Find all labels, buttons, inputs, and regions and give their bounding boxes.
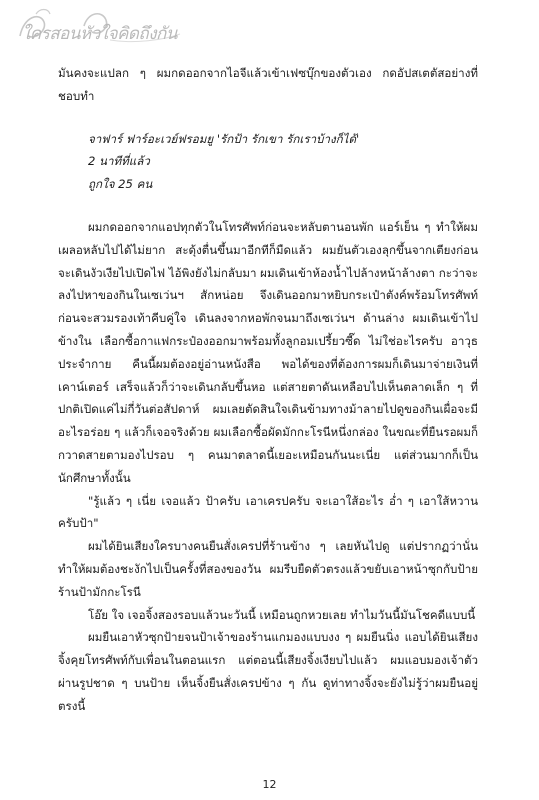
- logo-text: ใครสอนหัวใจคิดถึงกัน: [22, 24, 177, 44]
- page-number: 12: [262, 778, 277, 791]
- paragraph: "รู้แล้ว ๆ เนี่ย เจอแล้ว ป้าครับ เอาเครปครับ จะเอาใส้อะไร อ่ำ ๆ เอาใส้หวานครับป้า": [58, 493, 478, 531]
- paragraph: โอ๊ย ใจ เจอจิ้งสองรอบแล้วนะวันนี้ เหมือนถูกหวยเลย ทำไมวันนี้มันโชคดีแบบนี้: [88, 607, 476, 622]
- book-logo: [14, 6, 184, 50]
- spacer: [58, 196, 478, 216]
- paragraph: ผมได้ยินเสียงใครบางคนยืนสั่งเครปที่ร้านข้าง ๆ เลยหันไปดู แต่ปรากฏว่านั่นทำให้ผมต้องชะงักไปเป็นครั้งที่สองของวัน ผมรีบยืดตัวตรงแล้วขยับเอาหน้าซุกกับป้ายร้านป้ามักกะโรนี: [58, 539, 478, 599]
- status-post-time: 2 นาทีที่แล้ว: [88, 154, 150, 169]
- paragraph: ผมกดออกจากแอปทุกตัวในโทรศัพท์ก่อนจะหลับตานอนพัก แอร์เย็น ๆ ทำให้ผมเผลอหลับไปได้ไม่ยาก สะดุ้งตื่นขึ้นมาอีกทีก็มืดแล้ว ผมยันตัวเองลุกขึ้นจากเตียงก่อนจะเดินงัวเงียไปเปิดไฟ ไอ้พิงยังไม่กลับมา ผมเดินเข้าห้องน้ำไปล้างหน้าล้างตา กะว่าจะลงไปหาของกินในเซเว่นฯ สักหน่อย จึงเดินออกมาหยิบกระเป๋าตังค์พร้อมโทรศัพท์ ก่อนจะสวมรองเท้าคีบคู่ใจ เดินลงจากหอพักจนมาถึงเซเว่นฯ ด้านล่าง ผมเดินเข้าไปข้างใน เลือกซื้อกาแฟกระป๋องออกมาพร้อมทั้งลูกอมเปรี้ยวซี๊ด ไม่ใช่อะไรครับ อาวุธประจำกาย คืนนี้ผมต้องอยู่อ่านหนังสือ พอได้ของที่ต้องการผมก็เดินมาจ่ายเงินที่เคาน์เตอร์ เสร็จแล้วก็ว่าจะเดินกลับขึ้นหอ แต่สายตาดันเหลือบไปเห็นตลาดเล็ก ๆ ที่ปกติเปิดแค่ไม่กี่วันต่อสัปดาห์ ผมเลยตัดสินใจเดินข้ามทางม้าลายไปดูของกินเผื่อจะมีอะไรอร่อย ๆ แล้วก็เจอจริงด้วย ผมเลือกซื้อผัดมักกะโรนีหนึ่งกล่อง ในขณะที่ยืนรอผมก็กวาดสายตามองไปรอบ ๆ คนมาตลาดนี้เยอะเหมือนกันนะเนี่ย แต่ส่วนมากก็เป็นนักศึกษาทั้งนั้น: [58, 219, 478, 485]
- status-post-likes: ถูกใจ 25 คน: [88, 177, 153, 192]
- story-text: [58, 62, 478, 718]
- status-post-text: จาฟาร์ ฟาร์อะเวย์ฟรอมยู 'รักป้า รักเขา รักเราบ้างก็ได้': [88, 131, 360, 146]
- spacer: [58, 108, 478, 128]
- paragraph: ผมยืนเอาหัวซุกป้ายจนป้าเจ้าของร้านแกมองแบบงง ๆ ผมยืนนิ่ง แอบได้ยินเสียงจิ้งคุยโทรศัพท์กับเพื่อนในตอนแรก แต่ตอนนี้เสียงจิ้งเงียบไปแล้ว ผมแอบมองเจ้าตัวผ่านรูปชาด ๆ บนป้าย เห็นจิ้งยืนสั่งเครปข้าง ๆ กัน ดูท่าทางจิ้งจะยังไม่รู้ว่าผมยืนอยู่ตรงนี้: [58, 630, 478, 713]
- paragraph: มันคงจะแปลก ๆ ผมกดออกจากไอจีแล้วเข้าเฟซบุ๊กของตัวเอง กดอัปสเตตัสอย่างที่ชอบทำ: [58, 66, 478, 103]
